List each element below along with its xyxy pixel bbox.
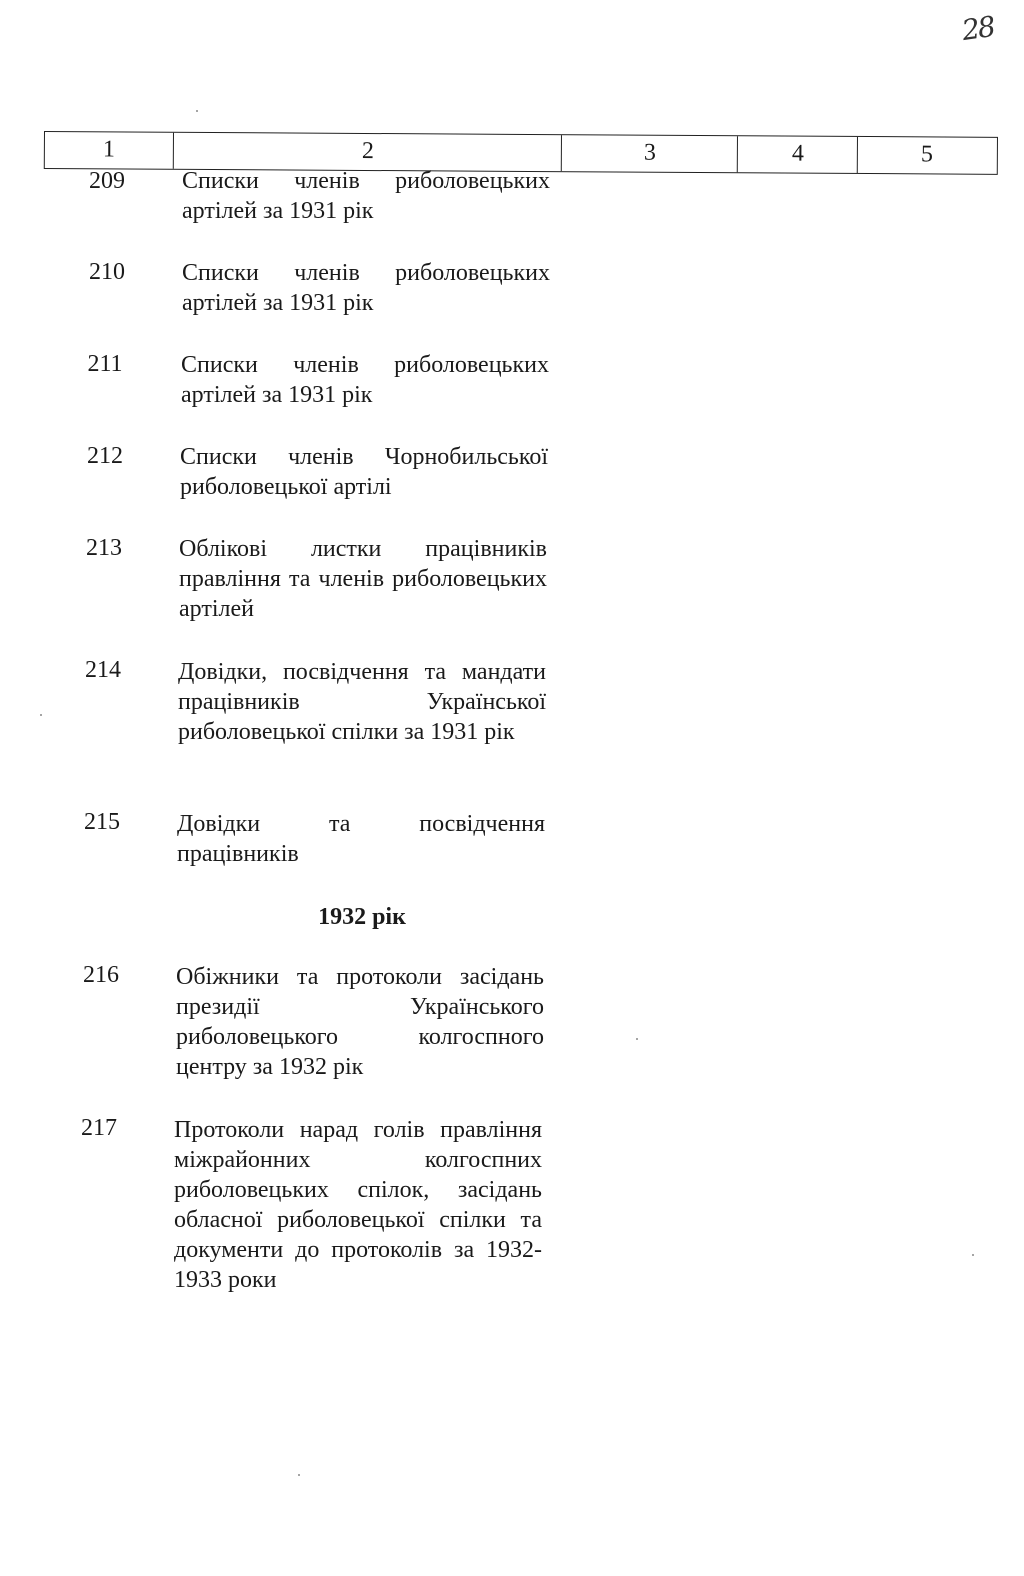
entry-title: Списки членів риболовецьких артілей за 1931 рік	[182, 260, 550, 316]
entry-number: 214	[85, 657, 121, 683]
entry-number: 217	[81, 1115, 117, 1141]
header-col-4: 4	[737, 136, 858, 173]
handwritten-page-number: 28	[959, 9, 996, 48]
header-col-5: 5	[857, 137, 996, 174]
entry-number: 215	[84, 809, 120, 835]
entry-title: Довідки, посвідчення та мандати працівників Української риболовецької спілки за 1931 рік	[178, 659, 546, 745]
scan-speck	[298, 1474, 300, 1476]
entry-title: Довідки та посвідчення працівників	[177, 811, 545, 867]
section-heading-1932: 1932 рік	[318, 904, 406, 930]
entry-title: Списки членів риболовецьких артілей за 1931 рік	[181, 352, 549, 408]
entry-number: 213	[86, 535, 122, 561]
scan-speck	[972, 1254, 974, 1256]
scan-speck	[40, 714, 42, 716]
entry-title: Списки членів Чорнобильської риболовецької артілі	[180, 444, 548, 500]
entry-number: 216	[83, 962, 119, 988]
entry-number: 210	[89, 259, 125, 285]
entry-title: Списки членів риболовецьких артілей за 1931 рік	[182, 168, 550, 224]
header-col-2: 2	[173, 133, 562, 171]
header-col-1: 1	[102, 136, 115, 163]
entry-title: Обіжники та протоколи засідань президії Українського риболовецького колгоспного центру за 1932 рік	[176, 964, 544, 1080]
header-col-3: 3	[561, 135, 738, 172]
scan-speck	[196, 110, 198, 112]
entry-title: Облікові листки працівників правління та членів риболовецьких артілей	[179, 536, 547, 622]
entry-number: 209	[89, 168, 125, 194]
entry-title: Протоколи нарад голів правління міжрайонних колгоспних риболовецьких спілок, засідань обласної риболовецької спілки та документи до протоколів за 1932-1933 роки	[174, 1117, 542, 1293]
entry-number: 212	[87, 443, 123, 469]
entry-number: 211	[87, 351, 123, 377]
scan-speck	[636, 1038, 638, 1040]
